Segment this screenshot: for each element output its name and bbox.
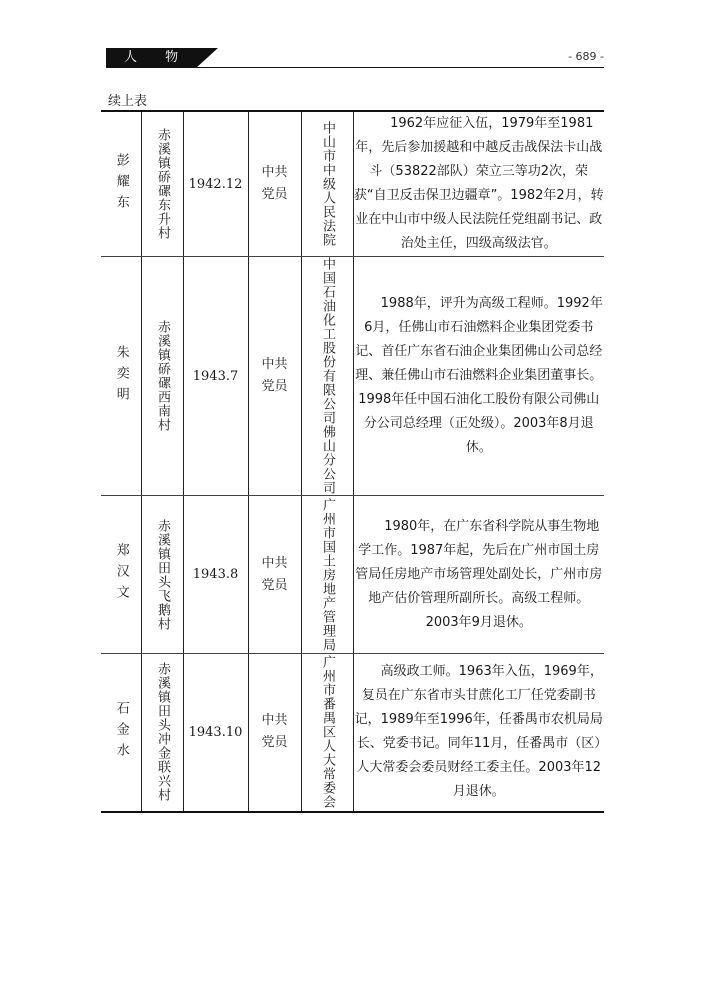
table-row — [101, 654, 604, 812]
person-name: 石金水 — [113, 700, 129, 764]
name-cell — [101, 496, 141, 654]
party-line-2: 党员 — [261, 379, 288, 394]
person-name: 郑汉文 — [113, 543, 129, 606]
bio-cell — [353, 257, 604, 496]
name-cell — [101, 654, 141, 812]
person-name: 彭耀东 — [113, 152, 129, 216]
birthplace-cell — [141, 654, 183, 812]
birthplace: 赤溪镇田头冲金联兴村 — [155, 662, 170, 803]
born-cell — [183, 111, 248, 257]
biography-table — [101, 110, 604, 813]
party-line-2: 党员 — [261, 735, 288, 751]
unit-cell — [301, 111, 353, 257]
born-cell — [183, 257, 248, 496]
bio-cell — [353, 111, 604, 257]
bio-text: 1980年，在广东省科学院从事生物地学工作。1987年起，先后在广州市国土房管局任房地产市场管理处副处长，广州市房地产估价管理所副所长。高级工程师。2003年9月退休。 — [355, 518, 603, 630]
page-number: - 689 - — [568, 50, 604, 63]
work-unit: 广州市番禺区人大常委会 — [320, 655, 335, 810]
section-header-tab: 人 物 — [106, 48, 196, 68]
born-cell — [183, 496, 248, 654]
party-cell — [248, 496, 301, 654]
birthplace-cell — [141, 496, 183, 654]
work-unit: 中山市中级人民法院 — [320, 121, 335, 247]
continued-label: 续上表 — [108, 94, 148, 109]
party-line-1: 中共 — [261, 165, 288, 180]
work-unit: 中国石油化工股份有限公司佛山分公司 — [320, 257, 335, 495]
bio-text: 1988年，评升为高级工程师。1992年6月，任佛山市石油燃料企业集团党委书记、首任广东省石油企业集团佛山公司总经理、兼任佛山市石油燃料企业集团董事长。1998年任中国石油化工股份有限公司佛山分公司总经理（正处级）。2003年8月退休。 — [355, 296, 603, 455]
party-line-1: 中共 — [261, 357, 288, 372]
party-cell — [248, 654, 301, 812]
party-line-2: 党员 — [261, 577, 288, 593]
birthplace: 赤溪镇硚磥西南村 — [155, 320, 170, 432]
birthplace-cell — [141, 257, 183, 496]
bio-cell — [353, 654, 604, 812]
party-cell — [248, 257, 301, 496]
bio-cell — [353, 496, 604, 654]
birth-date: 1942.12 — [188, 176, 243, 192]
birth-date: 1943.10 — [188, 724, 243, 740]
work-unit: 广州市国土房地产管理局 — [320, 497, 335, 652]
party-line-1: 中共 — [261, 555, 288, 571]
unit-cell — [301, 654, 353, 812]
party-line-2: 党员 — [261, 187, 288, 202]
birthplace-cell — [141, 111, 183, 257]
bio-text: 高级政工师。1963年入伍，1969年，复员在广东省市头甘蔗化工厂任党委副书记，1989年至1996年，任番禺市农机局局长、党委书记。同年11月，任番禺市（区）人大常委会委员财经工委主任。2003年12月退休。 — [354, 664, 603, 800]
name-cell — [101, 111, 141, 257]
unit-cell — [301, 496, 353, 654]
table-row — [101, 496, 604, 654]
birthplace: 赤溪镇硚磥东升村 — [155, 128, 170, 240]
party-line-1: 中共 — [261, 713, 288, 729]
name-cell — [101, 257, 141, 496]
born-cell — [183, 654, 248, 812]
person-name: 朱奕明 — [113, 344, 129, 408]
birth-date: 1943.7 — [192, 368, 239, 384]
header-rule — [106, 67, 604, 68]
bio-text: 1962年应征入伍，1979年至1981年，先后参加援越和中越反击战保法卡山战斗（53822部队）荣立三等功2次，荣获“自卫反击保卫边疆章”。1982年2月，转业在中山市中级人民法院任党组副书记、政治处主任，四级高级法官。 — [353, 116, 604, 251]
birth-date: 1943.8 — [192, 567, 239, 582]
party-cell — [248, 111, 301, 257]
table-row — [101, 257, 604, 496]
section-header-wedge — [196, 48, 218, 68]
unit-cell — [301, 257, 353, 496]
birthplace: 赤溪镇田头飞鹅村 — [155, 518, 170, 631]
table-row — [101, 111, 604, 257]
